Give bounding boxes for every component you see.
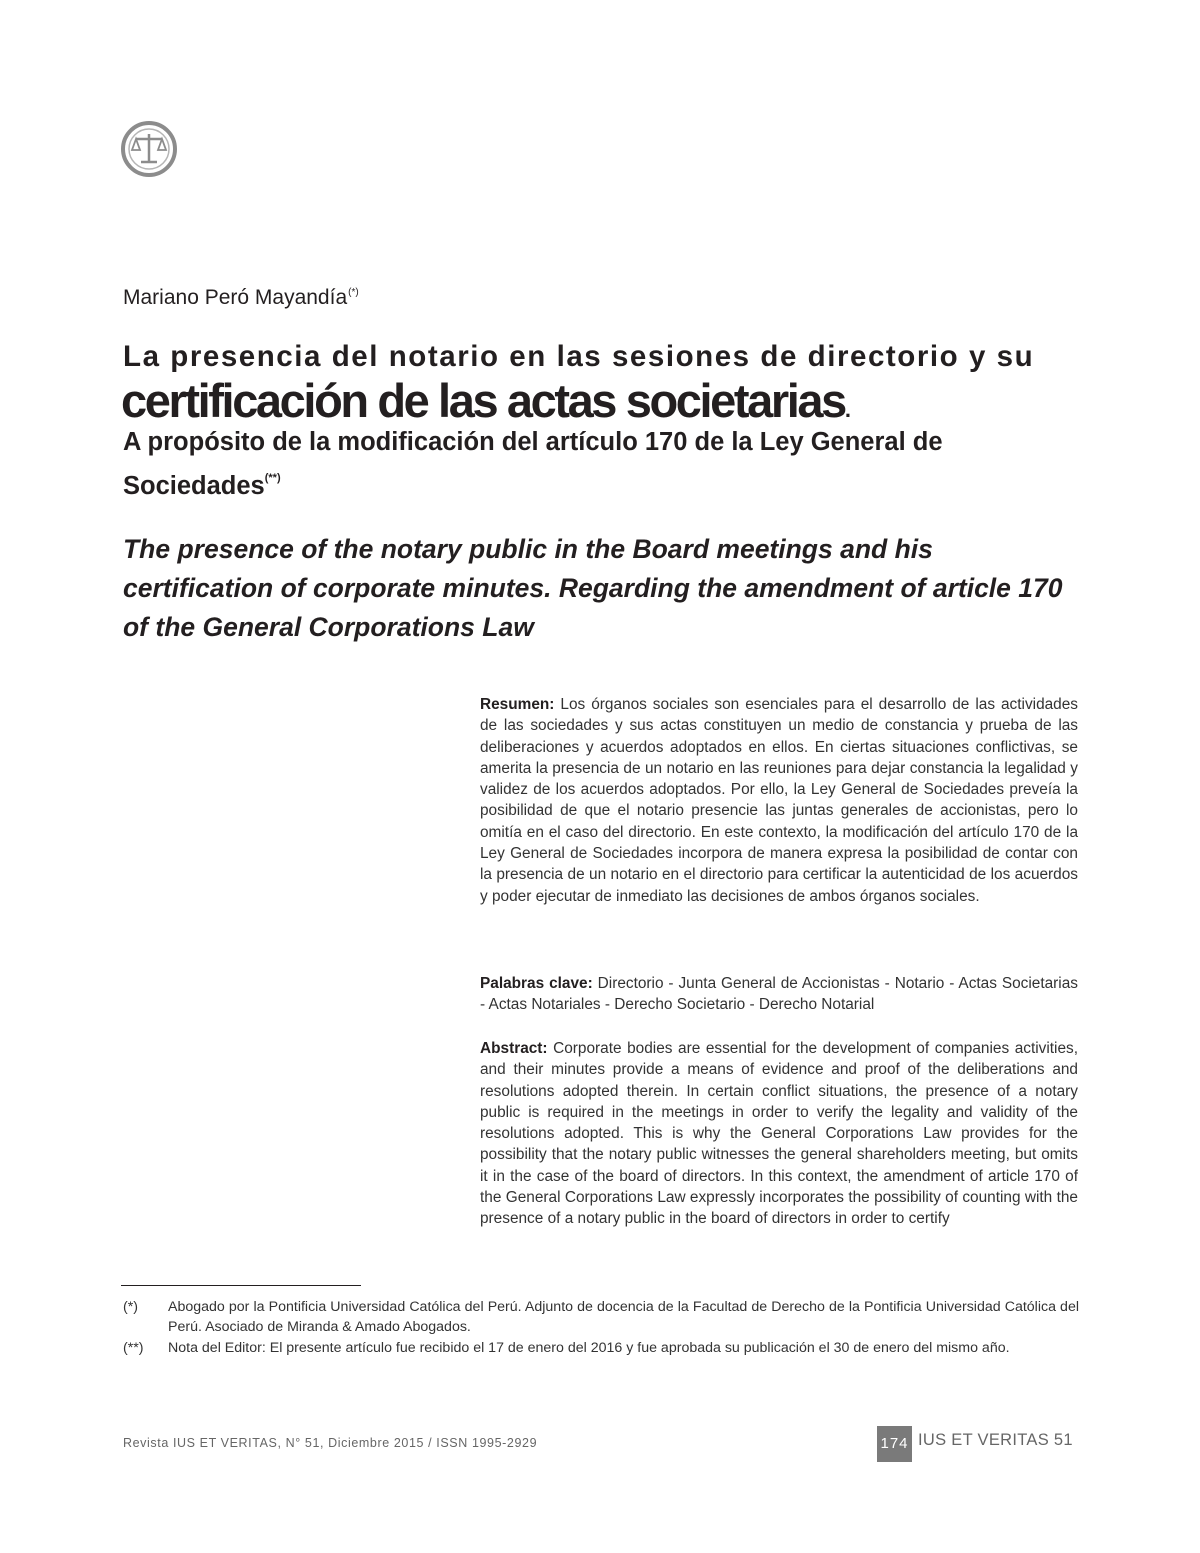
author-name <box>123 286 359 310</box>
footnote-divider <box>121 1285 361 1286</box>
resumen-paragraph <box>480 694 1078 907</box>
footnote-1 <box>123 1297 1079 1337</box>
footnote-2-mark: (**) <box>123 1340 144 1356</box>
footer-journal-name: IUS ET VERITAS 51 <box>918 1431 1073 1449</box>
author-name-text: Mariano Peró Mayandía <box>123 286 348 309</box>
english-title: The presence of the notary public in the Board meetings and his certification of corporate minutes. Regarding the amendment of article 170 of the General Corporations Law <box>123 534 1063 642</box>
abstract-label: Abstract: <box>480 1040 548 1057</box>
article-title-line1: La presencia del notario en las sesiones de directorio y su <box>123 340 1035 373</box>
abstract-paragraph <box>480 1038 1078 1256</box>
article-subtitle-text: A propósito de la modificación del artículo 170 de la Ley General de Sociedades <box>123 428 943 500</box>
footnote-1-text: Abogado por la Pontificia Universidad Católica del Perú. Adjunto de docencia de la Facultad de Derecho de la Pontificia Universidad Católica del Perú. Asociado de Miranda & Amado Abogados. <box>168 1299 1079 1335</box>
footnote-1-mark: (*) <box>123 1299 138 1315</box>
journal-logo-scales-icon <box>120 120 178 178</box>
resumen-text: Los órganos sociales son esenciales para el desarrollo de las actividades de las sociedades y sus actas constituyen un medio de constancia y prueba de las deliberaciones y acuerdos adoptados en ellos. En ciertas situaciones conflictivas, se amerita la presencia de un notario en las reuniones para dejar constancia la legalidad y validez de los acuerdos adoptados. Por ello, la Ley General de Sociedades preveía la posibilidad de que el notario presencie las juntas generales de accionistas, pero lo omitía en el caso del directorio. En este contexto, la modificación del artículo 170 de la Ley General de Sociedades incorpora de manera expresa la posibilidad de contar con la presencia de un notario en el directorio para certificar la autenticidad de los acuerdos y poder ejecutar de inmediato las decisiones de ambos órganos sociales. <box>480 696 1078 905</box>
author-footnote-mark: (*) <box>348 287 359 298</box>
resumen-label: Resumen: <box>480 696 555 713</box>
footnote-2 <box>123 1338 1079 1358</box>
article-title-emphasis <box>121 373 851 428</box>
page-number-badge: 174 <box>877 1426 912 1462</box>
footer-citation: Revista IUS ET VERITAS, N° 51, Diciembre 2015 / ISSN 1995-2929 <box>123 1436 538 1450</box>
article-title-emphasis-text: certificación de las actas societarias <box>121 374 845 427</box>
keywords-label: Palabras clave: <box>480 975 593 992</box>
article-title-period: . <box>844 397 852 422</box>
article-subtitle <box>123 424 1078 504</box>
keywords-text: Directorio - Junta General de Accionistas - Notario - Actas Societarias - Actas Notariales - Derecho Societario - Derecho Notarial <box>480 975 1078 1014</box>
footnote-2-text: Nota del Editor: El presente artículo fue recibido el 17 de enero del 2016 y fue aprobada su publicación el 30 de enero del mismo año. <box>168 1340 1010 1356</box>
abstract-text: Corporate bodies are essential for the development of companies activities, and their minutes provide a means of evidence and proof of the deliberations and resolutions adopted therein. In certain conflict situations, the presence of a notary public is required in the meetings in order to verify the legality and validity of the resolutions adopted. This is why the General Corporations Law provides for the possibility that the notary public witnesses the general shareholders meeting, but omits it in the case of the board of directors. In this context, the amendment of article 170 of the General Corporations Law expressly incorporates the possibility of counting with the presence of a notary public in the board of directors in order to certify <box>480 1040 1078 1228</box>
subtitle-footnote-mark: (**) <box>264 472 281 484</box>
keywords-paragraph <box>480 973 1078 1016</box>
